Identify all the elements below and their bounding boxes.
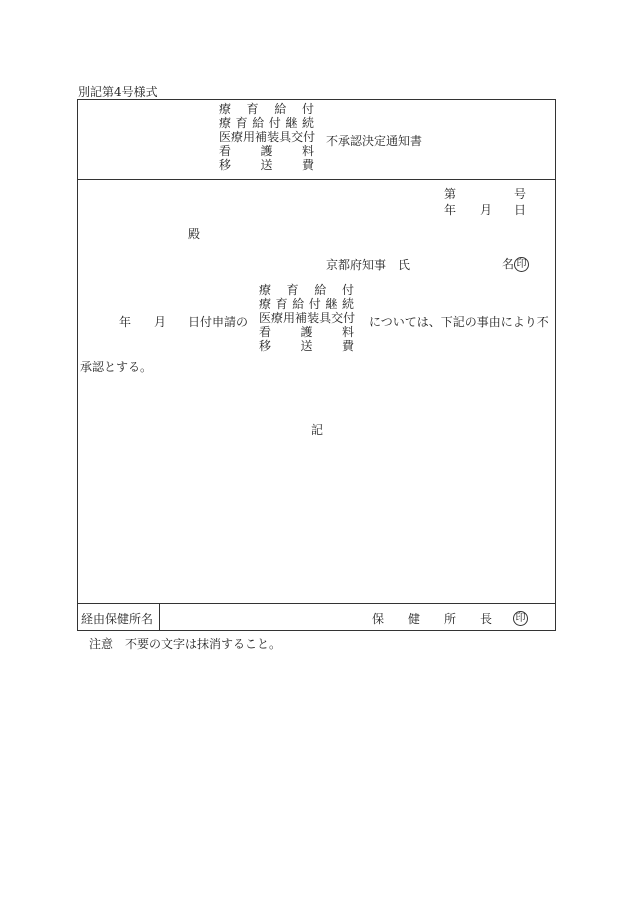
benefit-type-item (259, 325, 354, 339)
benefit-type-char: 料 (341, 325, 354, 339)
benefit-type-char: 移 (219, 158, 232, 172)
benefit-type-char: 送 (260, 158, 273, 172)
benefit-type-char: 育 (275, 297, 288, 311)
seal-icon: 印 (514, 257, 529, 272)
benefit-type-char: 補 (255, 130, 268, 144)
benefit-type-char: 料 (301, 144, 314, 158)
benefit-type-char: 育 (246, 102, 259, 116)
benefit-type-char: 療 (271, 311, 284, 325)
body-month: 月 (154, 315, 167, 329)
health-center-chief-char: 長 (479, 612, 492, 626)
note: 注意 不要の文字は抹消すること。 (89, 637, 282, 651)
benefit-type-char: 医 (219, 130, 232, 144)
benefit-type-char: 用 (283, 311, 296, 325)
body-end: 承認とする。 (80, 360, 153, 374)
benefit-type-char: 療 (259, 297, 272, 311)
benefit-type-char: 付 (301, 102, 314, 116)
benefit-type-char: 医 (259, 311, 272, 325)
number-label: 第 (444, 187, 457, 201)
ki-label: 記 (311, 423, 324, 437)
addressee-suffix: 殿 (188, 227, 201, 241)
benefit-type-char: 具 (279, 130, 292, 144)
benefit-type-char: 療 (259, 283, 272, 297)
benefit-type-char: 療 (231, 130, 244, 144)
benefit-type-char: 交 (291, 130, 304, 144)
benefit-type-char: 護 (260, 144, 273, 158)
benefit-type-char: 付 (268, 116, 281, 130)
health-center-chief (372, 613, 492, 625)
benefit-type-char: 看 (259, 325, 272, 339)
benefit-type-item (259, 283, 354, 297)
benefit-type-item (219, 130, 314, 144)
number-suffix: 号 (514, 187, 527, 201)
benefit-type-char: 継 (325, 297, 338, 311)
benefit-type-item (219, 102, 314, 116)
seal-icon: 印 (513, 611, 528, 626)
benefit-type-char: 送 (300, 339, 313, 353)
benefit-type-char: 具 (319, 311, 332, 325)
benefit-type-item (259, 297, 354, 311)
benefit-type-char: 付 (343, 311, 356, 325)
benefit-type-char: 給 (274, 102, 287, 116)
benefit-type-char: 費 (301, 158, 314, 172)
notice-title: 不承認決定通知書 (326, 134, 423, 148)
benefit-type-char: 給 (292, 297, 305, 311)
benefit-type-char: 給 (252, 116, 265, 130)
issuer-name-label: 名 (502, 257, 515, 271)
benefit-type-char: 育 (286, 283, 299, 297)
issuer-name-row (502, 257, 529, 272)
benefit-type-char: 付 (308, 297, 321, 311)
form-label: 別記第4号様式 (78, 85, 158, 99)
benefit-type-char: 護 (300, 325, 313, 339)
benefit-type-char: 育 (235, 116, 248, 130)
benefit-type-char: 看 (219, 144, 232, 158)
benefit-type-char: 続 (301, 116, 314, 130)
benefit-type-char: 付 (303, 130, 316, 144)
date-day: 日 (514, 203, 527, 217)
body-continuation: については、下記の事由により不 (369, 315, 549, 329)
benefit-type-item (219, 144, 314, 158)
benefit-type-char: 交 (331, 311, 344, 325)
benefit-type-char: 療 (219, 116, 232, 130)
benefit-type-char: 継 (285, 116, 298, 130)
via-health-center-label: 経由保健所名 (81, 612, 154, 626)
health-center-chief-char: 健 (407, 612, 420, 626)
footer-divider (78, 603, 555, 604)
benefit-type-char: 移 (259, 339, 272, 353)
header-divider (78, 179, 555, 180)
date-year: 年 (444, 203, 457, 217)
benefit-type-item (259, 311, 354, 325)
benefit-type-item (259, 339, 354, 353)
benefit-type-char: 補 (295, 311, 308, 325)
body-year: 年 (119, 315, 132, 329)
date-month: 月 (480, 203, 493, 217)
health-center-chief-char: 所 (443, 612, 456, 626)
header-benefit-list (219, 102, 314, 172)
benefit-type-item (219, 158, 314, 172)
benefit-type-char: 用 (243, 130, 256, 144)
footer-seal-row (513, 611, 528, 626)
benefit-type-item (219, 116, 314, 130)
benefit-type-char: 装 (267, 130, 280, 144)
benefit-type-char: 付 (341, 283, 354, 297)
benefit-type-char: 装 (307, 311, 320, 325)
benefit-type-char: 続 (341, 297, 354, 311)
footer-cell-divider (159, 603, 160, 631)
body-application-text: 日付申請の (188, 315, 249, 329)
benefit-type-char: 給 (314, 283, 327, 297)
health-center-chief-char: 保 (372, 612, 385, 626)
issuer-title: 京都府知事 氏 (326, 258, 411, 272)
benefit-type-char: 費 (341, 339, 354, 353)
benefit-type-char: 療 (219, 102, 232, 116)
body-benefit-list (259, 283, 354, 353)
